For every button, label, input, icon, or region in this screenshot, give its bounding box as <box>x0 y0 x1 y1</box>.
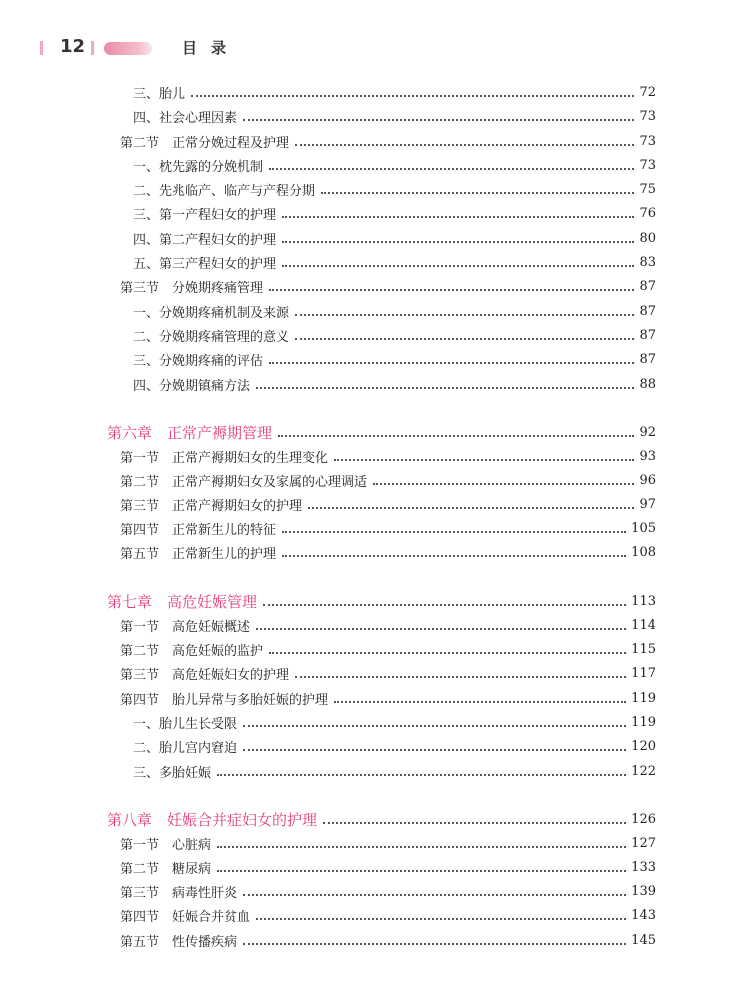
toc-entry-title: 一、分娩期疼痛机制及来源 <box>133 305 290 321</box>
toc-chapter-entry[interactable] <box>107 808 656 830</box>
toc-dot-leader <box>243 724 626 727</box>
toc-page-number: 73 <box>639 108 656 124</box>
toc-entry-title: 第五节 性传播疾病 <box>120 934 238 950</box>
page-number: 12 <box>60 36 86 57</box>
toc-page-number: 120 <box>631 738 656 754</box>
toc-item-entry[interactable] <box>133 711 656 733</box>
toc-item-entry[interactable] <box>133 373 656 395</box>
toc-dot-leader <box>334 458 634 461</box>
toc-section-entry[interactable] <box>120 929 656 951</box>
toc-entry-title: 第二节 糖尿病 <box>120 861 212 877</box>
toc-entry-title: 二、胎儿宫内窘迫 <box>133 740 238 756</box>
toc-entry-title: 第三节 高危妊娠妇女的护理 <box>120 667 290 683</box>
toc-entry-title: 一、枕先露的分娩机制 <box>133 159 264 175</box>
toc-entry-title: 第一节 心脏病 <box>120 837 212 853</box>
toc-dot-leader <box>243 942 626 945</box>
toc-dot-leader <box>295 313 634 316</box>
toc-dot-leader <box>308 506 634 509</box>
toc-page-number: 92 <box>639 424 656 440</box>
toc-page-number: 119 <box>631 714 656 730</box>
toc-entry-title: 四、分娩期镇痛方法 <box>133 378 251 394</box>
toc-page-number: 80 <box>639 230 656 246</box>
toc-item-entry[interactable] <box>133 348 656 370</box>
toc-entry-title: 第四节 胎儿异常与多胎妊娠的护理 <box>120 692 329 708</box>
toc-entry-title: 第二节 高危妊娠的监护 <box>120 643 264 659</box>
toc-page-number: 117 <box>631 665 656 681</box>
toc-dot-leader <box>269 651 626 654</box>
toc-entry-title: 三、多胎妊娠 <box>133 765 212 781</box>
toc-dot-leader <box>282 264 634 267</box>
toc-dot-leader <box>282 240 634 243</box>
toc-entry-title: 二、分娩期疼痛管理的意义 <box>133 329 290 345</box>
toc-entry-title: 三、第一产程妇女的护理 <box>133 207 277 223</box>
toc-dot-leader <box>269 288 634 291</box>
toc-entry-title: 第一节 正常产褥期妇女的生理变化 <box>120 450 329 466</box>
toc-section-entry[interactable] <box>120 614 656 636</box>
toc-page-number: 93 <box>639 448 656 464</box>
toc-dot-leader <box>295 675 626 678</box>
toc-page-number: 96 <box>639 472 656 488</box>
toc-dot-leader <box>191 94 634 97</box>
toc-entry-title: 第五节 正常新生儿的护理 <box>120 546 277 562</box>
toc-item-entry[interactable] <box>133 760 656 782</box>
toc-item-entry[interactable] <box>133 154 656 176</box>
toc-section-entry[interactable] <box>120 856 656 878</box>
toc-dot-leader <box>256 917 626 920</box>
toc-section-entry[interactable] <box>120 517 656 539</box>
toc-dot-leader <box>373 482 634 485</box>
toc-section-entry[interactable] <box>120 638 656 660</box>
toc-section-entry[interactable] <box>120 493 656 515</box>
toc-page-number: 87 <box>639 327 656 343</box>
toc-item-entry[interactable] <box>133 227 656 249</box>
toc-page-number: 133 <box>631 859 656 875</box>
toc-section-entry[interactable] <box>120 904 656 926</box>
toc-page-number: 87 <box>639 278 656 294</box>
toc-page-number: 75 <box>639 181 656 197</box>
toc-section-entry[interactable] <box>120 541 656 563</box>
header-accent-bar-left <box>40 41 43 55</box>
toc-item-entry[interactable] <box>133 251 656 273</box>
toc-entry-title: 第八章 妊娠合并症妇女的护理 <box>107 810 318 829</box>
toc-entry-title: 第六章 正常产褥期管理 <box>107 423 273 442</box>
toc-item-entry[interactable] <box>133 178 656 200</box>
toc-dot-leader <box>269 361 634 364</box>
toc-item-entry[interactable] <box>133 202 656 224</box>
toc-entry-title: 第七章 高危妊娠管理 <box>107 592 258 611</box>
toc-entry-title: 五、第三产程妇女的护理 <box>133 256 277 272</box>
toc-section-entry[interactable] <box>120 445 656 467</box>
toc-dot-leader <box>217 845 626 848</box>
toc-dot-leader <box>295 143 634 146</box>
toc-dot-leader <box>282 554 626 557</box>
toc-chapter-entry[interactable] <box>107 421 656 443</box>
toc-dot-leader <box>256 627 626 630</box>
toc-page-number: 113 <box>631 593 656 609</box>
toc-section-entry[interactable] <box>120 687 656 709</box>
header-decoration-pill <box>104 42 152 55</box>
toc-dot-leader <box>256 386 634 389</box>
toc-page-number: 108 <box>631 544 656 560</box>
toc-dot-leader <box>321 191 634 194</box>
toc-page-number: 76 <box>639 205 656 221</box>
toc-dot-leader <box>243 118 634 121</box>
toc-section-entry[interactable] <box>120 832 656 854</box>
toc-section-entry[interactable] <box>120 880 656 902</box>
toc-item-entry[interactable] <box>133 735 656 757</box>
toc-dot-leader <box>295 337 634 340</box>
toc-dot-leader <box>217 869 626 872</box>
toc-page-number: 143 <box>631 907 656 923</box>
toc-item-entry[interactable] <box>133 324 656 346</box>
toc-page-number: 87 <box>639 303 656 319</box>
toc-page-number: 72 <box>639 84 656 100</box>
toc-page-number: 83 <box>639 254 656 270</box>
toc-page-number: 87 <box>639 351 656 367</box>
toc-section-entry[interactable] <box>120 662 656 684</box>
toc-section-entry[interactable] <box>120 130 656 152</box>
toc-dot-leader <box>278 434 634 437</box>
toc-dot-leader <box>282 215 634 218</box>
toc-entry-title: 第四节 妊娠合并贫血 <box>120 909 251 925</box>
page-header <box>0 0 730 80</box>
toc-entry-title: 二、先兆临产、临产与产程分期 <box>133 183 316 199</box>
toc-page-number: 127 <box>631 835 656 851</box>
toc-page-number: 105 <box>631 520 656 536</box>
toc-dot-leader <box>323 821 626 824</box>
toc-section-entry[interactable] <box>120 469 656 491</box>
toc-entry-title: 四、第二产程妇女的护理 <box>133 232 277 248</box>
toc-dot-leader <box>243 893 626 896</box>
toc-dot-leader <box>269 167 634 170</box>
toc-dot-leader <box>243 748 626 751</box>
toc-entry-title: 第四节 正常新生儿的特征 <box>120 522 277 538</box>
toc-item-entry[interactable] <box>133 300 656 322</box>
toc-dot-leader <box>217 773 626 776</box>
toc-page-number: 126 <box>631 811 656 827</box>
toc-section-entry[interactable] <box>120 275 656 297</box>
toc-item-entry[interactable] <box>133 105 656 127</box>
toc-dot-leader <box>263 603 626 606</box>
toc-page-number: 115 <box>631 641 656 657</box>
toc-entry-title: 第二节 正常分娩过程及护理 <box>120 135 290 151</box>
toc-page-number: 73 <box>639 157 656 173</box>
toc-entry-title: 第三节 分娩期疼痛管理 <box>120 280 264 296</box>
toc-entry-title: 四、社会心理因素 <box>133 110 238 126</box>
toc-entry-title: 第三节 正常产褥期妇女的护理 <box>120 498 303 514</box>
toc-entry-title: 一、胎儿生长受限 <box>133 716 238 732</box>
toc-page-number: 119 <box>631 690 656 706</box>
toc-dot-leader <box>282 530 626 533</box>
header-title: 目录 <box>182 39 241 57</box>
toc-item-entry[interactable] <box>133 81 656 103</box>
toc-page-number: 114 <box>631 617 656 633</box>
toc-chapter-entry[interactable] <box>107 590 656 612</box>
toc-page-number: 97 <box>639 496 656 512</box>
toc-dot-leader <box>334 700 626 703</box>
toc-page-number: 73 <box>639 133 656 149</box>
toc-entry-title: 三、分娩期疼痛的评估 <box>133 353 264 369</box>
toc-page-number: 88 <box>639 376 656 392</box>
toc-entry-title: 第二节 正常产褥期妇女及家属的心理调适 <box>120 474 368 490</box>
toc-page-number: 122 <box>631 763 656 779</box>
toc-page-number: 145 <box>631 932 656 948</box>
toc-entry-title: 第三节 病毒性肝炎 <box>120 885 238 901</box>
toc-page-number: 139 <box>631 883 656 899</box>
header-accent-bar-right <box>91 41 94 55</box>
toc-entry-title: 第一节 高危妊娠概述 <box>120 619 251 635</box>
toc-entry-title: 三、胎儿 <box>133 86 186 102</box>
